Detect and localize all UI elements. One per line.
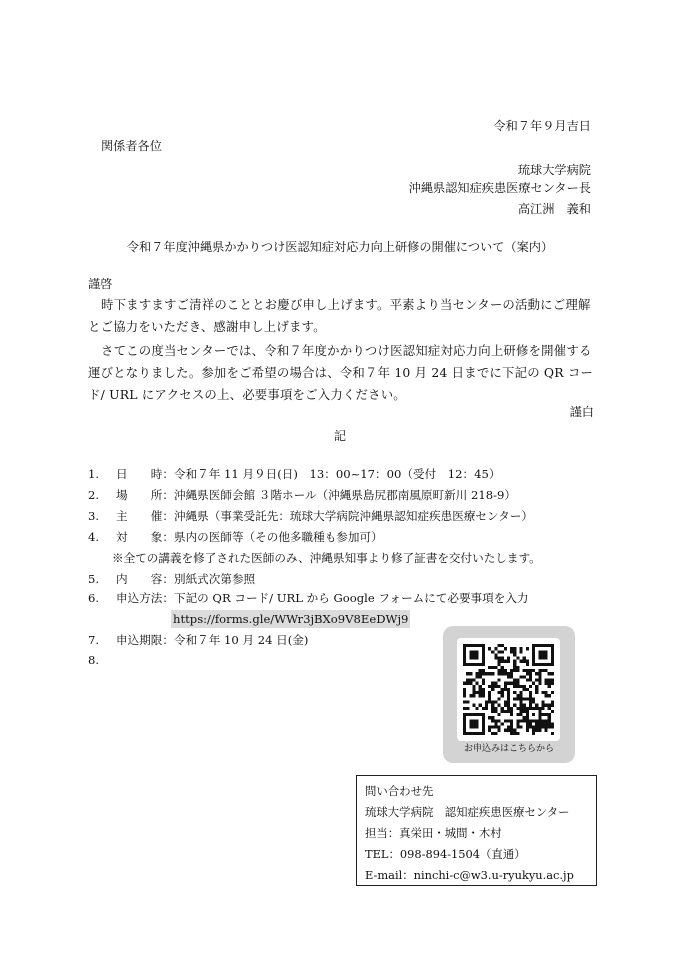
item-text: 申込期限：令和７年 10 月 24 日(金) [116,633,309,647]
item-text: 日 時：令和７年 11 月９日(日) 13：00~17：00（受付 12：45） [116,467,501,481]
item-text: 申込方法：下記の QR コード/ URL から Google フォームにて必要事項を入力 [116,591,529,605]
opening-salutation: 謹啓 [88,277,113,291]
item-number: 4. [88,530,100,544]
contact-org: 琉球大学病院 認知症疾患医療センター [365,805,570,819]
item-text: 主 催：沖縄県（事業受託先：琉球大学病院沖縄県認知症疾患医療センター） [116,509,533,523]
item-number: 6. [88,591,100,605]
item-number: 2. [88,488,100,502]
list-item [88,529,383,545]
item-number: 3. [88,509,100,523]
sender-name: 高江洲 義和 [517,202,591,216]
item-text: 内 容：別紙式次第参照 [116,572,256,586]
list-item [88,487,516,503]
contact-tel: TEL：098-894-1504（直通） [365,847,526,861]
list-item [88,466,500,482]
list-item [88,508,533,524]
recipient: 関係者各位 [101,139,162,153]
ki-heading: 記 [333,429,347,443]
item-number: 1. [88,467,100,481]
issue-date: 令和７年９月吉日 [493,119,591,133]
list-item [88,571,255,587]
item-text: 対 象：県内の医師等（その他多職種も参加可） [116,530,383,544]
list-item [88,652,116,668]
contact-box [356,775,597,886]
document-title: 令和７年度沖縄県かかりつけ医認知症対応力向上研修の開催について（案内） [126,240,554,254]
item-number: 8. [88,653,100,667]
paragraph-greeting: 時下ますますご清祥のこととお慶び申し上げます。平素より当センターの活動にご理解とご協力をいただき、感謝申し上げます。 [88,297,591,334]
qr-code-background [457,638,560,741]
list-item-note [112,550,541,566]
sender-org: 琉球大学病院 [517,163,591,177]
item-text: 場 所：沖縄県医師会館 ３階ホール（沖縄県島尻郡南風原町新川 218-9） [116,488,516,502]
item-text: ※全ての講義を修了された医師のみ、沖縄県知事より修了証書を交付いたします。 [112,551,541,565]
item-number: 7. [88,633,100,647]
paragraph-announcement: さてこの度当センターでは、令和７年度かかりつけ医認知症対応力向上研修を開催する運びとなりました。参加をご希望の場合は、令和７年 10 月 24 日までに下記の QR コード/ URL にアクセスの上、必要事項をご入力ください。 [88,343,594,402]
qr-caption: お申込みはこちらから [463,744,554,754]
closing-salutation: 謹白 [569,405,594,419]
qr-code-icon[interactable] [463,644,554,735]
list-item [88,590,529,606]
signup-url-link[interactable]: https://forms.gle/WWr3jBXo9V8EeDWj9 [173,612,409,626]
contact-heading: 問い合わせ先 [365,784,434,798]
contact-staff: 担当：真栄田・城間・木村 [365,826,502,840]
list-item [88,632,308,648]
item-number: 5. [88,572,100,586]
sender-dept: 沖縄県認知症疾患医療センター長 [408,181,591,195]
contact-email[interactable]: E-mail：ninchi-c@w3.u-ryukyu.ac.jp [365,868,574,882]
qr-code-panel[interactable] [443,626,575,763]
